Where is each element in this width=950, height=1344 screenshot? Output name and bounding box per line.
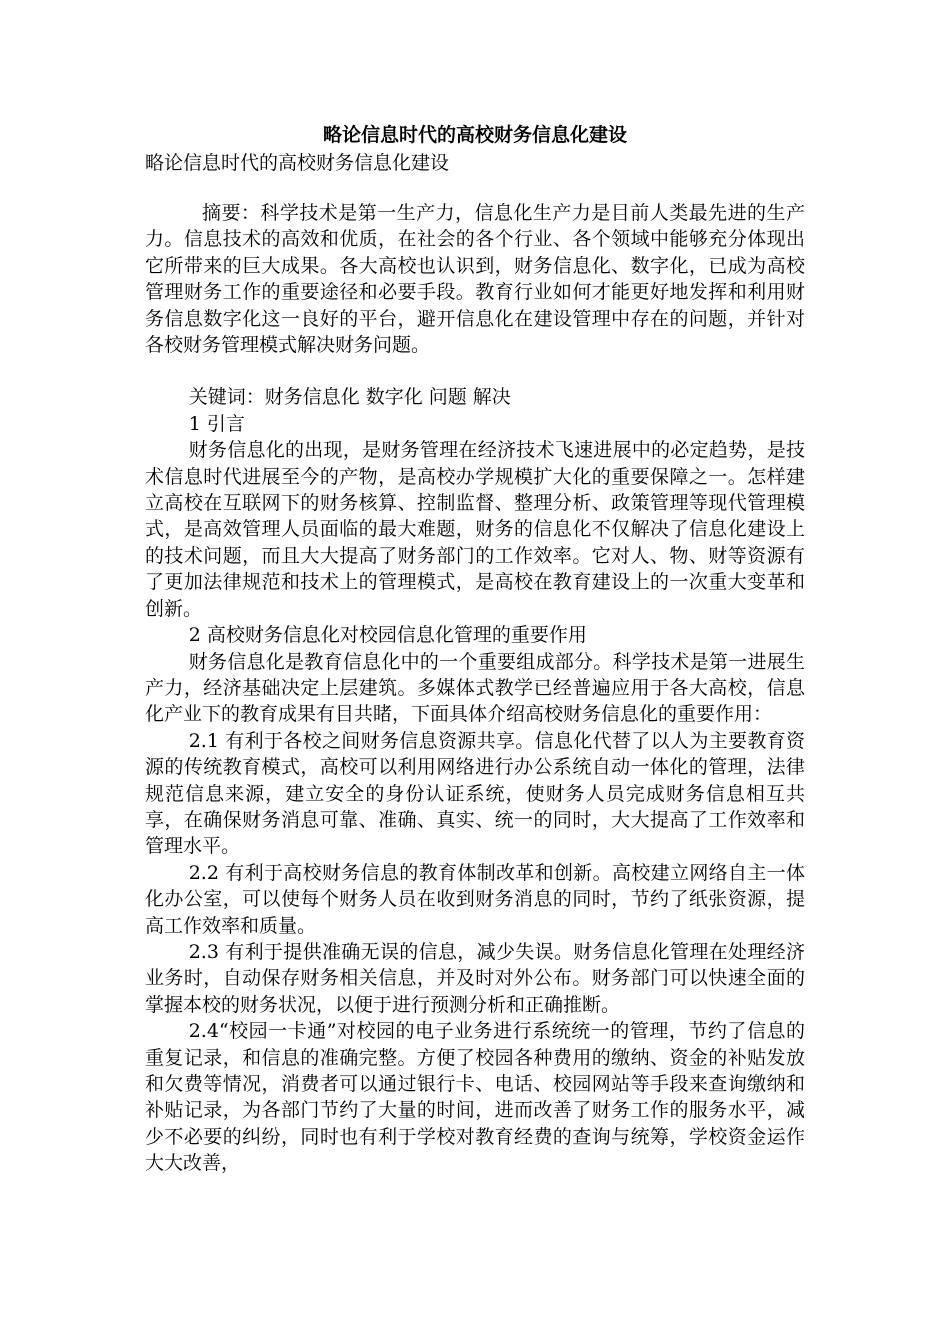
document-title: 略论信息时代的高校财务信息化建设 (322, 124, 627, 146)
keywords-line: 关键词：财务信息化 数字化 问题 解决 (188, 386, 511, 409)
item-2-2-paragraph: 2.2 有利于高校财务信息的教育体制改革和创新。高校建立网络自主一体化办公室，可以使每个财务人员在收到财务消息的同时，节约了纸张资源，提高工作效率和质量。 (145, 861, 805, 937)
item-2-1-paragraph: 2.1 有利于各校之间财务信息资源共享。信息化代替了以人为主要教育资源的传统教育模式，高校可以利用网络进行办公系统自动一体化的管理，法律规范信息来源，建立安全的身份认证系统，使财务人员完成财务信息相互共享，在确保财务消息可靠、准确、真实、统一的同时，大大提高了工作效率和管理水平。 (145, 729, 805, 858)
section-2-heading: 2 高校财务信息化对校园信息化管理的重要作用 (188, 624, 587, 647)
item-2-3-paragraph: 2.3 有利于提供准确无误的信息，减少失误。财务信息化管理在处理经济业务时，自动保存财务相关信息，并及时对外公布。财务部门可以快速全面的掌握本校的财务状况，以便于进行预测分析和正确推断。 (145, 940, 805, 1016)
abstract-paragraph: 摘要：科学技术是第一生产力，信息化生产力是目前人类最先进的生产力。信息技术的高效和优质，在社会的各个行业、各个领域中能够充分体现出它所带来的巨大成果。各大高校也认识到，财务信息化、数字化，已成为高校管理财务工作的重要途径和必要手段。教育行业如何才能更好地发挥和利用财务信息数字化这一良好的平台，避开信息化在建设管理中存在的问题，并针对各校财务管理模式解决财务问题。 (145, 202, 805, 357)
item-2-4-paragraph: 2.4“校园一卡通”对校园的电子业务进行系统统一的管理，节约了信息的重复记录，和信息的准确完整。方便了校园各种费用的缴纳、资金的补贴发放和欠费等情况，消费者可以通过银行卡、电话、校园网站等手段来查询缴纳和补贴记录，为各部门节约了大量的时间，进而改善了财务工作的服务水平，减少不必要的纠纷，同时也有利于学校对教育经费的查询与统筹，学校资金运作大大改善， (145, 1020, 805, 1175)
section-1-heading: 1 引言 (188, 412, 245, 435)
section-1-paragraph: 财务信息化的出现，是财务管理在经济技术飞速进展中的必定趋势，是技术信息时代进展至今的产物，是高校办学规模扩大化的重要保障之一。怎样建立高校在互联网下的财务核算、控制监督、整理分析、政策管理等现代管理模式，是高效管理人员面临的最大难题，财务的信息化不仅解决了信息化建设上的技术问题，而且大大提高了财务部门的工作效率。它对人、物、财等资源有了更加法律规范和技术上的管理模式，是高校在教育建设上的一次重大变革和创新。 (145, 439, 805, 620)
document-subtitle: 略论信息时代的高校财务信息化建设 (145, 152, 450, 174)
section-2-paragraph: 财务信息化是教育信息化中的一个重要组成部分。科学技术是第一进展生产力，经济基础决定上层建筑。多媒体式教学已经普遍应用于各大高校，信息化产业下的教育成果有目共睹，下面具体介绍高校财务信息化的重要作用： (145, 650, 805, 726)
document-body (145, 200, 805, 1177)
